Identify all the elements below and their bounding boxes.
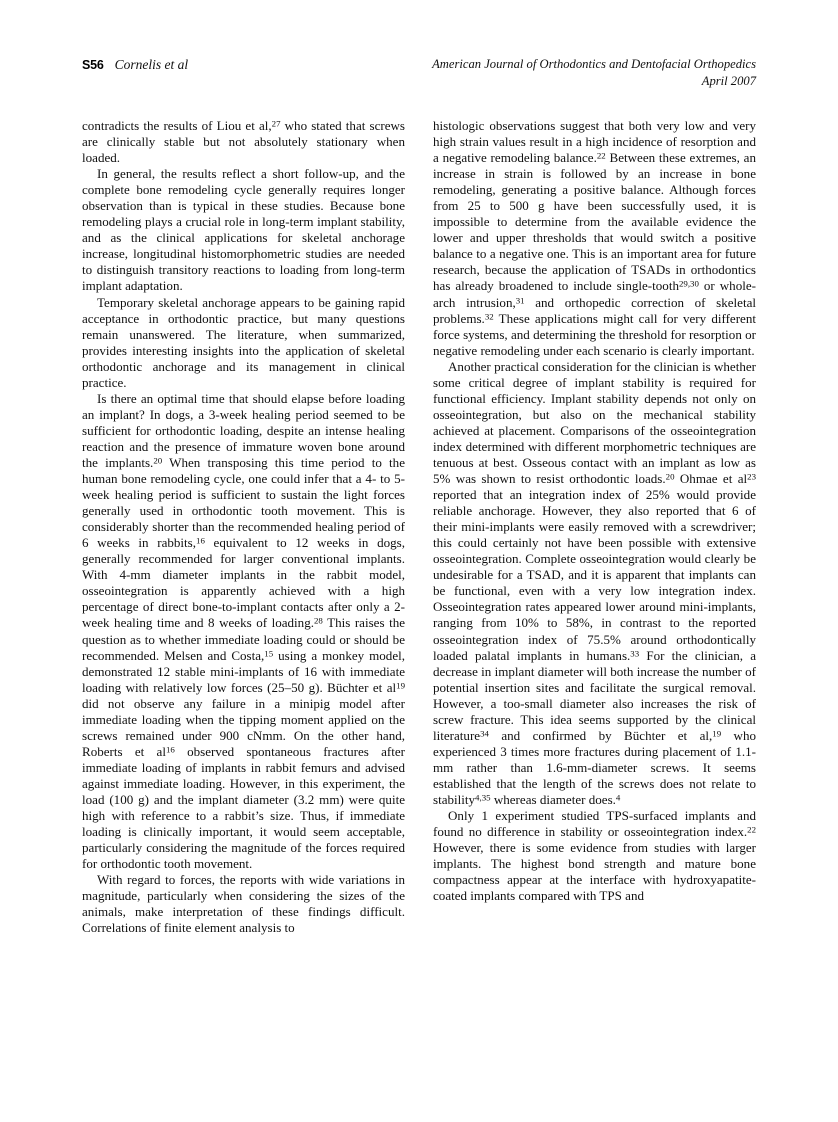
- column-right: [433, 118, 756, 904]
- paragraph: With regard to forces, the reports with wide variations in magnitude, particularly when considering the sizes of the animals, make interpretation of these findings difficult. Correlations of finite element analysis to: [82, 872, 405, 936]
- running-head-left: [82, 56, 188, 74]
- issue-date: April 2007: [701, 74, 756, 88]
- running-head: [82, 56, 756, 102]
- running-head-authors: Cornelis et al: [114, 57, 189, 72]
- paragraph: histologic observations suggest that both very low and very high strain values result in a high incidence of resorption and a negative remodeling balance.$^{22}$ Between these extremes, an increase in strain is followed by an increase in bone remodeling, generating a positive balance. Although forces from 25 to 500 g have been successfully used, it is impossible to determine from the available evidence the lower and upper thresholds that would switch a positive balance to a negative one. This is an important area for future research, because the application of TSADs in orthodontics has already broadened to include single-tooth$^{29,30}$ or whole-arch intrusion,$^{31}$ and orthopedic correction of skeletal problems.$^{32}$ These applications might call for very different force systems, and determining the threshold for resorption or negative remodeling under each scenario is clearly important.: [433, 118, 756, 358]
- paragraph: Another practical consideration for the clinician is whether some critical degree of implant stability is required for functional efficiency. Implant stability depends not only on osseointegration, but also on the mechanical stability achieved at placement. Comparisons of the osseointegration index determined with different morphometric techniques are tenuous at best. Osseous contact with an implant as low as 5% was shown to resist orthodontic loads.$^{20}$ Ohmae et $al^{23}$ reported that an integration index of 25% would provide reliable anchorage. However, they also reported that 6 of their mini-implants were easily removed with a screwdriver; this could certainly not have been possible with extensive osseointegration. Complete osseointegration would clearly be undesirable for a TSAD, and it is apparent that implants can be functional, even with a very low integration index. Osseointegration rates appeared lower around mini-implants, ranging from 10% to 58%, in contrast to the reported osseointegration index of 75.5% around orthodontically loaded palatal implants in humans.$^{33}$ For the clinician, a decrease in implant diameter will both increase the number of potential insertion sites and facilitate the surgical removal. However, a too-small diameter also increases the risk of screw fracture. This idea seems supported by the clinical literature$^{34}$ and confirmed by Büchter et al,$^{19}$ who experienced 3 times more fractures during placement of 1.1-mm rather than 1.6-mm-diameter screws. It seems established that the length of the screws does not relate to stability$^{4,35}$ whereas diameter does.$^4$: [433, 358, 756, 807]
- paragraph: In general, the results reflect a short follow-up, and the complete bone remodeling cycle generally requires longer observation than is typical in these studies. Because bone remodeling plays a crucial role in long-term implant stability, and as the clinical applications for skeletal anchorage increase, longitudinal histomorphometric studies are needed to distinguish transitory reactions to loading from long-term implant adaptation.: [82, 166, 405, 294]
- page-folio: S56: [82, 58, 104, 72]
- body-columns: [82, 118, 756, 936]
- paragraph: Is there an optimal time that should elapse before loading an implant? In dogs, a 3-week healing period seemed to be sufficient for orthodontic loading, despite an intense healing reaction and the presence of immature woven bone around the implants.$^{20}$ When transposing this time period to the human bone remodeling cycle, one could infer that a 4- to 5-week healing period is sufficient to sustain the light forces generally used in orthodontic tooth movement. This is considerably shorter than the recommended healing period of 6 weeks in rabbits,$^{16}$ equivalent to 12 weeks in dogs, generally recommended for larger conventional implants. With 4-mm diameter implants in the rabbit model, osseointegration is apparently achieved with a high percentage of direct bone-to-implant contacts after only a 2-week healing time and 8 weeks of loading.$^{28}$ This raises the question as to whether immediate loading could or should be recommended. Melsen and Costa,$^{15}$ using a monkey model, demonstrated 12 stable mini-implants of 16 with immediate loading with relatively low forces (25–50 g). Büchter et $al^{19}$ did not observe any failure in a minipig model after immediate loading when the tipping moment applied on the screws remained under 900 cNmm. On the other hand, Roberts et $al^{16}$ observed spontaneous fractures after immediate loading of implants in rabbit femurs and advised against immediate loading. However, in this experiment, the load (100 g) and the implant diameter (3.2 mm) were quite high with reference to a rabbit’s size. Thus, if immediate loading is clinically important, it would seem acceptable, particularly considering the magnitude of the forces required for orthodontic tooth movement.: [82, 390, 406, 872]
- paragraph: Temporary skeletal anchorage appears to be gaining rapid acceptance in orthodontic practice, but many questions remain unanswered. The literature, when summarized, provides interesting insights into the application of skeletal orthodontic anchorage and its management in clinical practice.: [82, 294, 405, 390]
- paragraph: contradicts the results of Liou et al,$^{27}$ who stated that screws are clinically stable but not absolutely stationary when loaded.: [82, 118, 405, 166]
- running-head-right: [432, 56, 756, 90]
- column-left: [82, 118, 405, 936]
- paragraph: Only 1 experiment studied TPS-surfaced implants and found no difference in stability or osseointegration index.$^{22}$ However, there is some evidence from studies with larger implants. The highest bond strength and mature bone compactness appear at the interface with hydroxyapatite-coated implants compared with TPS and: [433, 808, 756, 904]
- journal-title: American Journal of Orthodontics and Dentofacial Orthopedics: [432, 57, 756, 71]
